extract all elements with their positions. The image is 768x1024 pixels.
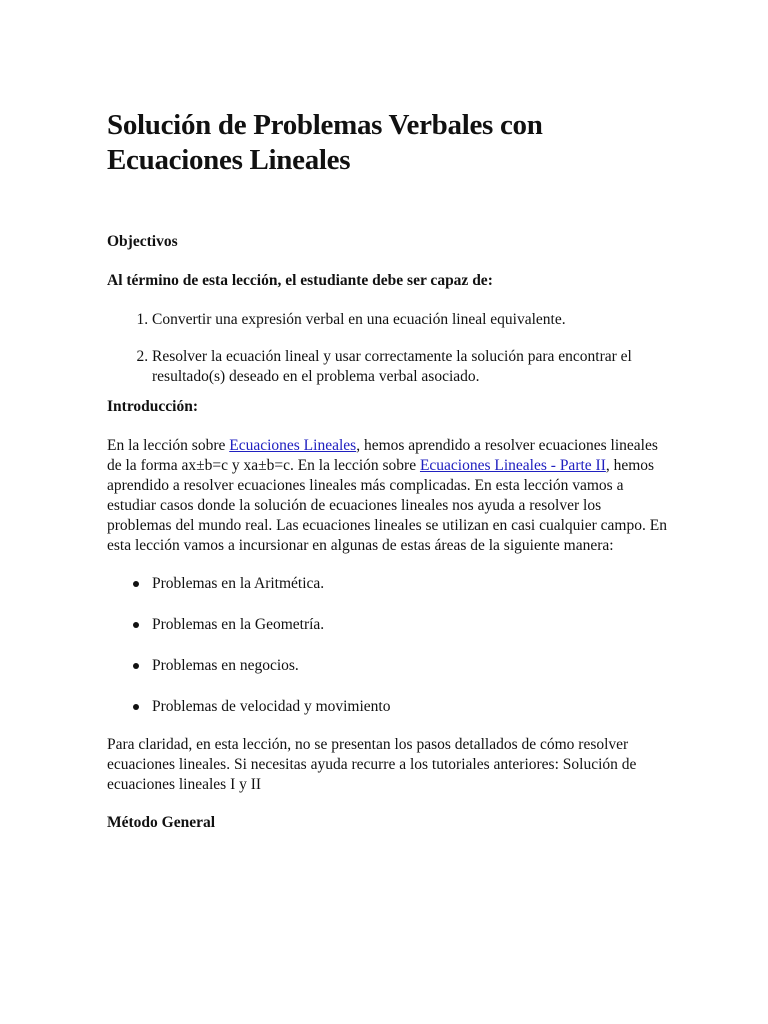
bullet-icon <box>133 622 139 628</box>
topic-item <box>152 697 667 717</box>
page-title: Solución de Problemas Verbales con Ecuaciones Lineales <box>107 109 543 176</box>
ecuaciones-lineales-link[interactable]: Ecuaciones Lineales <box>229 437 357 454</box>
objective-item: 2. Resolver la ecuación lineal y usar correctamente la solución para encontrar el resultado(s) deseado en el problema verbal asociado. <box>152 347 667 387</box>
topic-label: Problemas en la Geometría. <box>152 616 325 633</box>
topic-item <box>152 574 667 594</box>
topic-item <box>152 615 667 635</box>
document-page <box>107 108 667 833</box>
objectives-intro: Al término de esta lección, el estudiante debe ser capaz de: <box>107 272 493 289</box>
intro-text-part: En la lección sobre <box>107 437 230 454</box>
topic-item <box>152 656 667 676</box>
intro-text-part: , hemos aprendido a resolver ecuaciones lineales de la forma ax±b=c y xa±b=c. En la lección sobre <box>107 437 658 474</box>
objectives-list <box>107 310 667 387</box>
intro-text-part: , hemos aprendido a resolver ecuaciones lineales más complicadas. En esta lección vamos a estudiar casos donde la solución de ecuaciones lineales nos ayuda a resolver los problemas del mundo real. Las ecuaciones lineales se utilizan en casi cualquier campo. En esta lección vamos a incursionar en algunas de estas áreas de la siguiente manera: <box>107 457 667 554</box>
topics-list <box>107 574 667 717</box>
clarity-paragraph: Para claridad, en esta lección, no se presentan los pasos detallados de cómo resolver ecuaciones lineales. Si necesitas ayuda recurre a los tutoriales anteriores: Solución de ecuaciones lineales I y II <box>107 736 637 793</box>
introduction-heading: Introducción: <box>107 398 199 415</box>
bullet-icon <box>133 704 139 710</box>
introduction-paragraph <box>107 436 667 556</box>
objectives-heading: Objectivos <box>107 233 178 250</box>
ecuaciones-lineales-parte-ii-link[interactable]: Ecuaciones Lineales - Parte II <box>419 457 606 474</box>
bullet-icon <box>133 663 139 669</box>
bullet-icon <box>133 581 139 587</box>
objective-item: 1. Convertir una expresión verbal en una ecuación lineal equivalente. <box>152 310 667 330</box>
topic-label: Problemas en la Aritmética. <box>152 575 325 592</box>
general-method-heading: Método General <box>107 814 216 831</box>
topic-label: Problemas de velocidad y movimiento <box>152 698 391 715</box>
topic-label: Problemas en negocios. <box>152 657 299 674</box>
